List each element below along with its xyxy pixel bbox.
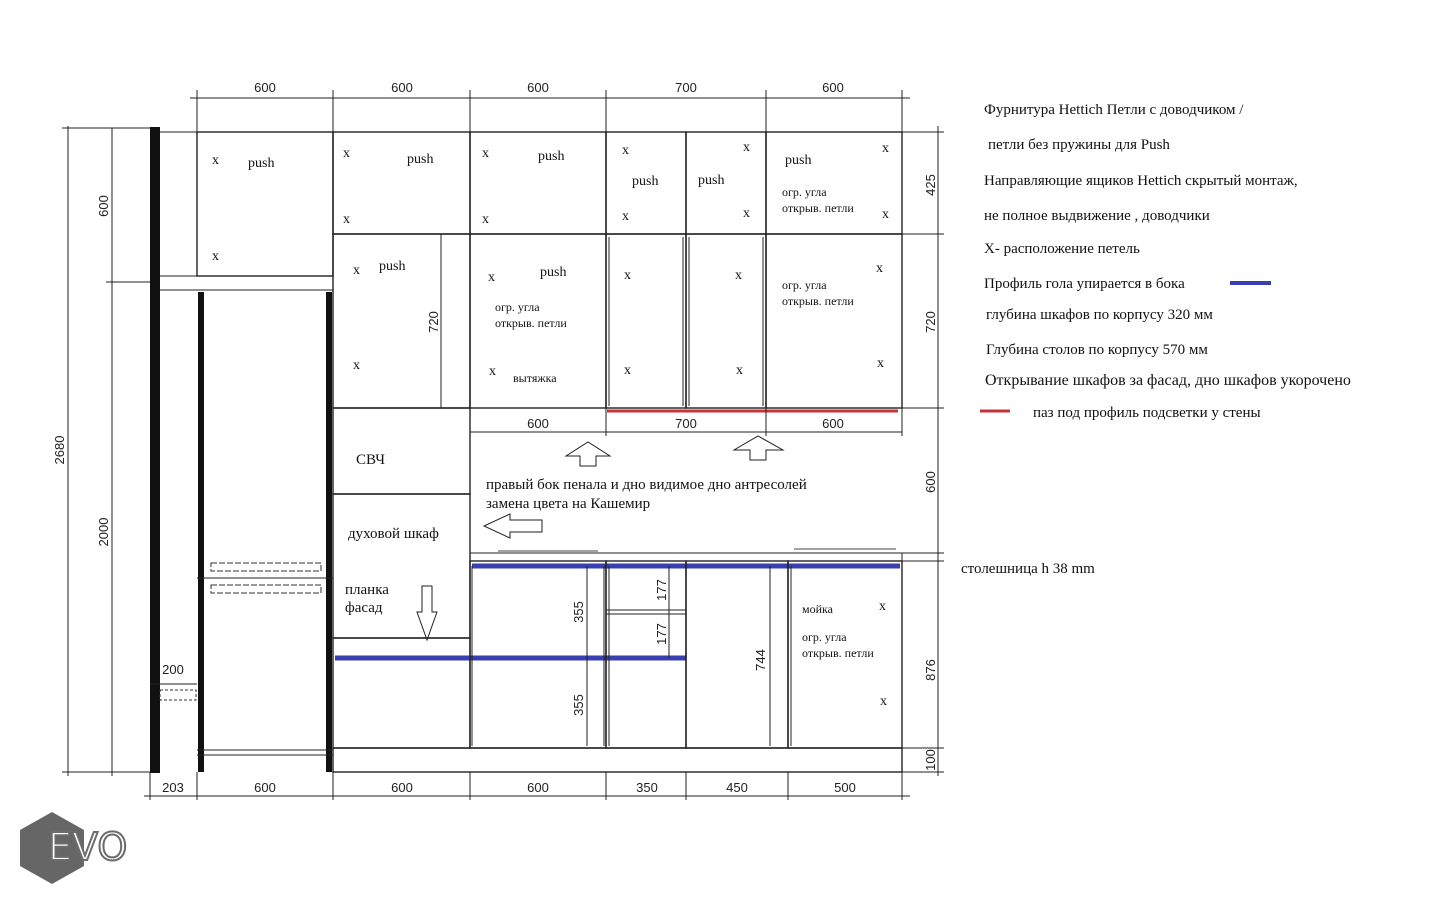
push-label: push xyxy=(540,265,567,280)
strip-label-2: фасад xyxy=(345,600,383,616)
x-mark: x xyxy=(212,249,219,264)
hardware-notes xyxy=(980,102,1351,421)
x-mark: x xyxy=(877,356,884,371)
bottom-dim-4: 600 xyxy=(527,780,549,795)
evo-logo xyxy=(20,812,127,884)
left-dimension-lines xyxy=(52,126,150,776)
x-mark: x xyxy=(622,209,629,224)
note-line-7: глубина шкафов по корпусу 320 мм xyxy=(986,307,1213,323)
right-dimension-line xyxy=(902,126,944,776)
upper-row-2 xyxy=(333,234,902,411)
note-line-6: Профиль гола упирается в бока xyxy=(984,276,1185,292)
x-mark: x xyxy=(743,140,750,155)
bottom-dimension-line xyxy=(144,772,910,800)
arrow-up-icon xyxy=(734,436,783,460)
upper-row-1 xyxy=(333,132,902,234)
tall-column xyxy=(150,127,333,773)
limit-label-2: открыв. петли xyxy=(782,201,854,215)
x-mark: x xyxy=(882,141,889,156)
limit-label-2: открыв. петли xyxy=(495,316,567,330)
x-mark: x xyxy=(353,263,360,278)
bottom-dim-3: 600 xyxy=(391,780,413,795)
bottom-dim-1: 203 xyxy=(162,780,184,795)
mid-dim-2: 700 xyxy=(675,416,697,431)
x-mark: x xyxy=(489,364,496,379)
push-label: push xyxy=(538,149,565,164)
microwave-label: СВЧ xyxy=(356,452,386,468)
left-dim-small: 200 xyxy=(162,662,184,677)
push-label: push xyxy=(407,152,434,167)
strip-label-1: планка xyxy=(345,582,389,598)
note-line-9: Открывание шкафов за фасад, дно шкафов укорочено xyxy=(985,372,1351,389)
x-mark: x xyxy=(743,206,750,221)
note-line-1: Фурнитура Hettich Петли с доводчиком / xyxy=(984,102,1244,118)
top-dim-5: 600 xyxy=(822,80,844,95)
note-line-3: Направляющие ящиков Hettich скрытый монтаж, xyxy=(984,173,1298,189)
oven-label: духовой шкаф xyxy=(348,526,439,542)
middle-notes xyxy=(484,436,807,538)
limit-label-1: огр. угла xyxy=(782,185,827,199)
middle-note-2: замена цвета на Кашемир xyxy=(486,496,651,512)
note-line-5: Х- расположение петель xyxy=(984,241,1140,257)
inner-dim-355-b: 355 xyxy=(571,694,586,716)
right-dim-600: 600 xyxy=(923,471,938,493)
right-dim-876: 876 xyxy=(923,659,938,681)
left-dim-upper: 600 xyxy=(96,195,111,217)
limit-label-2: открыв. петли xyxy=(782,294,854,308)
note-line-10: паз под профиль подсветки у стены xyxy=(1033,405,1261,421)
note-line-2: петли без пружины для Push xyxy=(988,137,1170,153)
top-dim-3: 600 xyxy=(527,80,549,95)
x-mark: x xyxy=(343,212,350,227)
left-dim-total: 2680 xyxy=(52,435,67,465)
arrow-down-icon xyxy=(417,586,437,640)
right-dim-720: 720 xyxy=(923,311,938,333)
x-mark: x xyxy=(879,599,886,614)
top-dim-4: 700 xyxy=(675,80,697,95)
inner-dim-720: 720 xyxy=(426,311,441,333)
x-mark: x xyxy=(622,143,629,158)
push-label: push xyxy=(248,156,275,171)
x-mark: x xyxy=(488,270,495,285)
x-mark: x xyxy=(624,363,631,378)
inner-dim-744: 744 xyxy=(753,649,768,671)
mid-dim-3: 600 xyxy=(822,416,844,431)
limit-label-1: огр. угла xyxy=(495,300,540,314)
logo-text: EVO xyxy=(48,825,128,869)
x-mark: x xyxy=(482,212,489,227)
x-mark: x xyxy=(880,694,887,709)
bottom-dim-7: 500 xyxy=(834,780,856,795)
arrow-up-icon xyxy=(566,442,610,466)
top-dim-2: 600 xyxy=(391,80,413,95)
limit-label-2: открыв. петли xyxy=(802,646,874,660)
top-dim-1: 600 xyxy=(254,80,276,95)
x-mark: x xyxy=(624,268,631,283)
right-dim-425: 425 xyxy=(923,174,938,196)
x-mark: x xyxy=(353,358,360,373)
sink-label: мойка xyxy=(802,602,833,616)
right-dim-100: 100 xyxy=(923,749,938,771)
middle-note-1: правый бок пенала и дно видимое дно антресолей xyxy=(486,477,807,493)
push-label: push xyxy=(785,153,812,168)
push-label: push xyxy=(379,259,406,274)
inner-dim-355-a: 355 xyxy=(571,601,586,623)
push-label: push xyxy=(632,174,659,189)
appliance-column xyxy=(333,408,470,640)
limit-label-1: огр. угла xyxy=(802,630,847,644)
top-dimension-line xyxy=(190,80,910,132)
x-mark: x xyxy=(876,261,883,276)
x-mark: x xyxy=(882,207,889,222)
x-mark: x xyxy=(482,146,489,161)
x-mark: x xyxy=(735,268,742,283)
note-line-4: не полное выдвижение , доводчики xyxy=(984,208,1210,224)
hood-label: вытяжка xyxy=(513,371,557,385)
x-mark: x xyxy=(212,153,219,168)
arrow-left-icon xyxy=(484,514,542,538)
x-mark: x xyxy=(343,146,350,161)
mid-dim-1: 600 xyxy=(527,416,549,431)
push-label: push xyxy=(698,173,725,188)
left-dim-tall: 2000 xyxy=(96,517,111,547)
countertop-note: столешница h 38 mm xyxy=(961,561,1095,577)
bottom-dim-2: 600 xyxy=(254,780,276,795)
note-line-8: Глубина столов по корпусу 570 мм xyxy=(986,342,1208,358)
bottom-dim-6: 450 xyxy=(726,780,748,795)
x-mark: x xyxy=(736,363,743,378)
inner-dim-177-a: 177 xyxy=(654,579,669,601)
bottom-dim-5: 350 xyxy=(636,780,658,795)
lower-cabinets xyxy=(333,561,902,772)
limit-label-1: огр. угла xyxy=(782,278,827,292)
inner-dim-177-b: 177 xyxy=(654,623,669,645)
